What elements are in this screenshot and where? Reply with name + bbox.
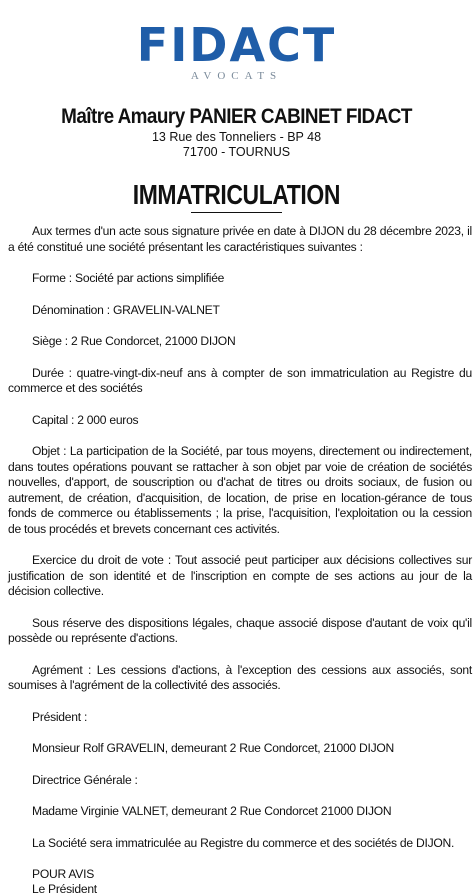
president-line: Monsieur Rolf GRAVELIN, demeurant 2 Rue Condorcet, 21000 DIJON <box>8 741 472 757</box>
notice-body <box>8 224 472 896</box>
vote-paragraph: Exercice du droit de vote : Tout associé peut participer aux décisions collectives sur justification de son identité et de l'inscription en compte de ses actions au jour de la décision collective. <box>8 553 472 600</box>
address-line-1: 13 Rue des Tonneliers - BP 48 <box>0 130 473 145</box>
title-divider <box>191 212 282 213</box>
capital-line: Capital : 2 000 euros <box>8 413 472 429</box>
forme-line: Forme : Société par actions simplifiée <box>8 271 472 287</box>
reserve-paragraph: Sous réserve des dispositions légales, chaque associé dispose d'autant de voix qu'il possède ou représente d'actions. <box>8 616 472 647</box>
agrement-paragraph: Agrément : Les cessions d'actions, à l'exception des cessions aux associés, sont soumises à l'agrément de la collectivité des associés. <box>8 663 472 694</box>
notice-title: IMMATRICULATION <box>133 178 340 212</box>
registration-line: La Société sera immatriculée au Registre du commerce et des sociétés de DIJON. <box>8 836 472 852</box>
dg-line: Madame Virginie VALNET, demeurant 2 Rue Condorcet 21000 DIJON <box>8 804 472 820</box>
president-label: Président : <box>8 710 472 726</box>
siege-line: Siège : 2 Rue Condorcet, 21000 DIJON <box>8 334 472 350</box>
duree-paragraph: Durée : quatre-vingt-dix-neuf ans à compter de son immatriculation au Registre du commerce et des sociétés <box>8 366 472 397</box>
objet-paragraph: Objet : La participation de la Société, par tous moyens, directement ou indirectement, dans toutes opérations pouvant se rattacher à son objet par voie de création de sociétés nouvelles, d'apport, de souscription ou d'achat de titres ou droits sociaux, de fusion ou autrement, de création, d'acquisition, de location, de prise en location-gérance de tous fonds de commerce ou établissements ; la prise, l'acquisition, l'exploitation ou la cession de tous procédés et brevets concernant ces activités. <box>8 444 472 537</box>
notice-title-wrap <box>0 178 473 212</box>
intro-paragraph: Aux termes d'un acte sous signature privée en date à DIJON du 28 décembre 2023, il a été constitué une société présentant les caractéristiques suivantes : <box>8 224 472 255</box>
signature-block <box>8 867 472 896</box>
logo-wordmark: FIDACT <box>0 22 473 68</box>
signature-line-2: Le Président <box>32 882 472 896</box>
address-line-2: 71700 - TOURNUS <box>0 145 473 160</box>
dg-label: Directrice Générale : <box>8 773 472 789</box>
denomination-line: Dénomination : GRAVELIN-VALNET <box>8 303 472 319</box>
logo-subtitle: AVOCATS <box>0 70 473 82</box>
firm-header <box>0 104 473 160</box>
firm-name: Maître Amaury PANIER CABINET FIDACT <box>24 104 450 130</box>
signature-line-1: POUR AVIS <box>32 867 472 882</box>
fidact-logo <box>0 22 473 82</box>
